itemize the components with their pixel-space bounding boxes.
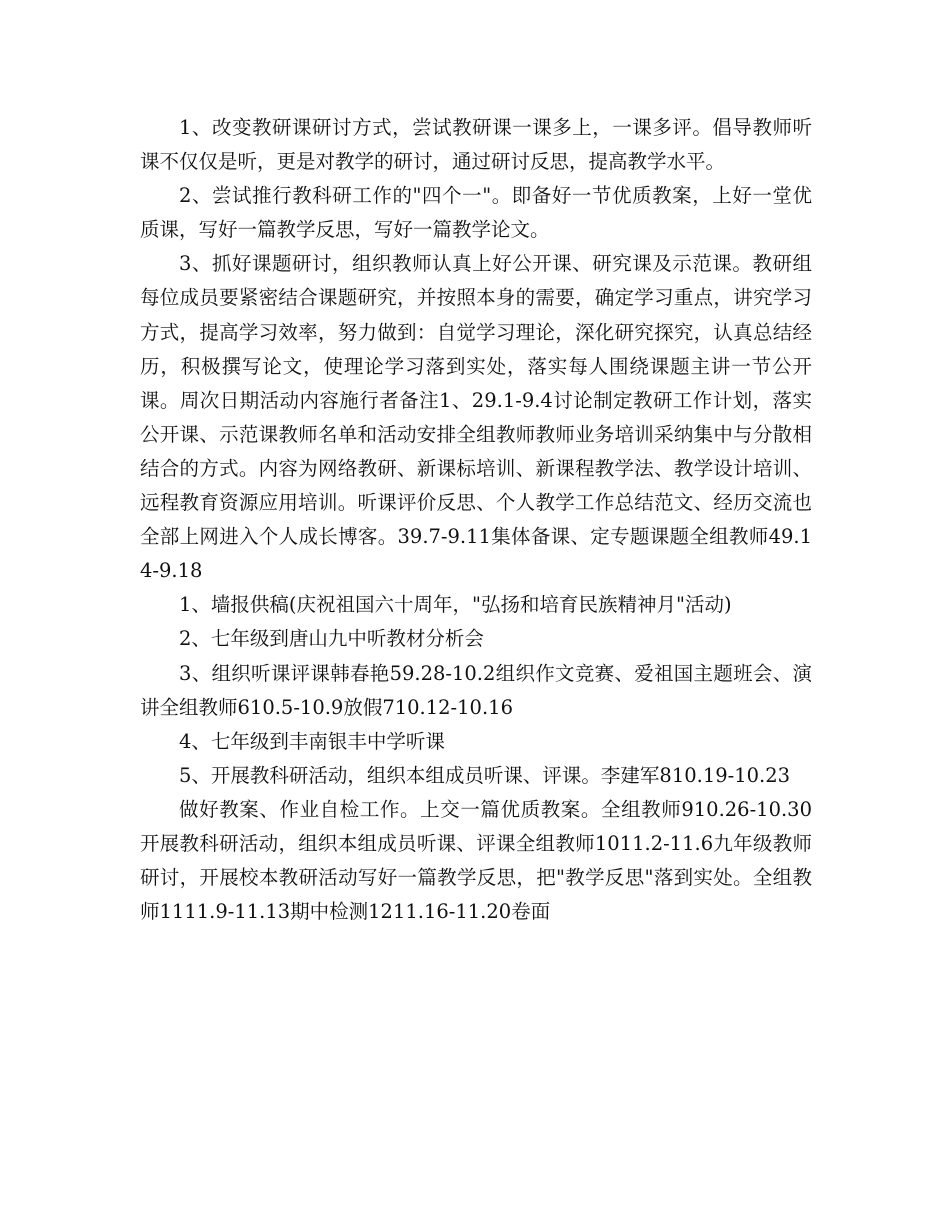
paragraph-5: 2、七年级到唐山九中听教材分析会 [179,627,484,651]
paragraph-6: 3、组织听课评课韩春艳59.28-10.2组织作文竞赛、爱祖国主题班会、演讲全组教师610.5-10.9放假710.12-10.16 [140,661,812,719]
paragraph-8: 5、开展教科研活动，组织本组成员听课、评课。李建军810.19-10.23 [179,763,791,787]
paragraph-9: 做好教案、作业自检工作。上交一篇优质教案。全组教师910.26-10.30开展教科研活动，组织本组成员听课、评课全组教师1011.2-11.6九年级教师研讨，开展校本教研活动写好一篇教学反思，把"教学反思"落到实处。全组教师1111.9-11.13期中检测1211.16-11.20卷面 [140,797,812,924]
document-body [140,111,812,929]
paragraph-3: 3、抓好课题研讨，组织教师认真上好公开课、研究课及示范课。教研组每位成员要紧密结合课题研究，并按照本身的需要，确定学习重点，讲究学习方式，提高学习效率，努力做到：自觉学习理论，深化研究探究，认真总结经历，积极撰写论文，使理论学习落到实处，落实每人围绕课题主讲一节公开课。周次日期活动内容施行者备注1、29.1-9.4讨论制定教研工作计划，落实公开课、示范课教师名单和活动安排全组教师教师业务培训采纳集中与分散相结合的方式。内容为网络教研、新课标培训、新课程教学法、教学设计培训、远程教育资源应用培训。听课评价反思、个人教学工作总结范文、经历交流也全部上网进入个人成长博客。39.7-9.11集体备课、定专题课题全组教师49.14-9.18 [140,252,812,583]
paragraph-1: 1、改变教研课研讨方式，尝试教研课一课多上，一课多评。倡导教师听课不仅仅是听，更是对教学的研讨，通过研讨反思，提高教学水平。 [140,116,812,174]
paragraph-2: 2、尝试推行教科研工作的"四个一"。即备好一节优质教案，上好一堂优质课，写好一篇教学反思，写好一篇教学论文。 [140,184,812,242]
paragraph-4: 1、墙报供稿(庆祝祖国六十周年，"弘扬和培育民族精神月"活动) [179,593,732,617]
paragraph-7: 4、七年级到丰南银丰中学听课 [179,729,445,753]
